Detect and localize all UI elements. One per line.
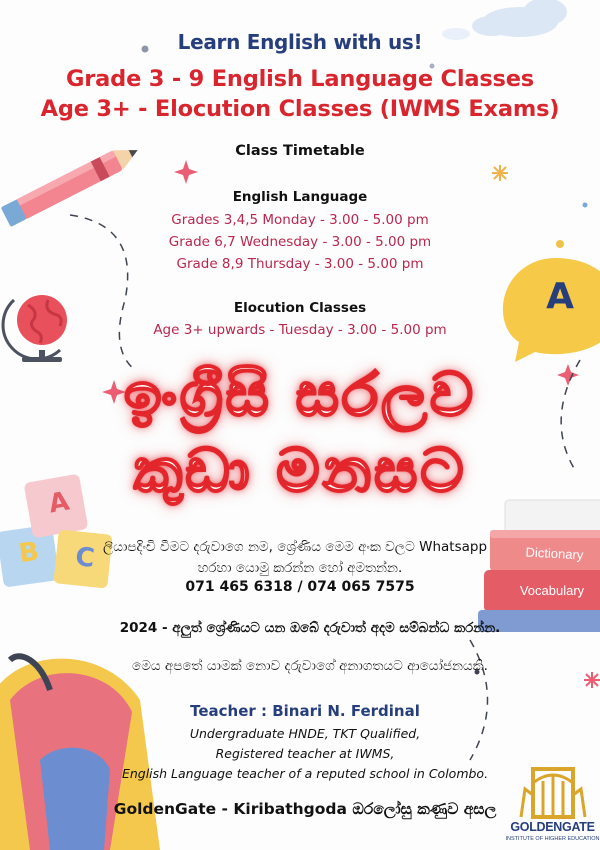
sinhala-headline-line2: කුඩා මනසට — [133, 436, 467, 506]
block-letter-a: A — [46, 486, 72, 520]
speech-bubble-letter: A — [546, 276, 574, 317]
teacher-qualification: Undergraduate HNDE, TKT Qualified, — [189, 726, 421, 741]
timetable-row: Grade 6,7 Wednesday - 3.00 - 5.00 pm — [168, 234, 432, 250]
headline-elocution-classes: Age 3+ - Elocution Classes (IWMS Exams) — [40, 96, 560, 122]
logo-name: GOLDENGATE — [510, 820, 595, 834]
book-label-dictionary: Dictionary — [525, 544, 584, 563]
block-letter-c: C — [73, 542, 97, 574]
elocution-section-title: Elocution Classes — [233, 300, 367, 316]
phone-numbers: 071 465 6318 / 074 065 7575 — [185, 579, 415, 595]
headline-english-classes: Grade 3 - 9 English Language Classes — [66, 66, 534, 92]
timetable-row: Age 3+ upwards - Tuesday - 3.00 - 5.00 pm — [153, 322, 447, 338]
teacher-qualification: Registered teacher at IWMS, — [215, 746, 395, 761]
notice-2024: 2024 - අලුත් ශ්‍රේණියට යන ඔබේ දරුවාත් අදම සම්බන්ධ කරන්න. — [119, 620, 501, 636]
gate-icon — [505, 765, 600, 821]
timetable-row: Grade 8,9 Thursday - 3.00 - 5.00 pm — [176, 256, 424, 272]
footer-location: GoldenGate - Kiribathgoda ඔරලෝසු කණුව අසල — [113, 800, 497, 818]
timetable-title: Class Timetable — [235, 143, 365, 159]
investment-note: මෙය අපතේ යාමක් නොව දරුවාගේ අනාගතයට ආයෝජනයකි. — [132, 658, 488, 674]
sinhala-headline-line1: ඉංග්‍රීසි සරලව — [123, 360, 477, 430]
logo-tagline: INSTITUTE OF HIGHER EDUCATION — [505, 836, 600, 842]
registration-text-line2: හරහා යොමු කරන්න හෝ අමතන්න. — [197, 560, 403, 576]
goldengate-logo — [505, 765, 600, 850]
teacher-qualification: English Language teacher of a reputed school in Colombo. — [121, 766, 489, 781]
tagline: Learn English with us! — [177, 30, 423, 54]
asterisk-icon — [584, 672, 600, 688]
asterisk-icon — [492, 165, 508, 181]
book-label-vocabulary: Vocabulary — [519, 583, 585, 598]
block-letter-b: B — [17, 536, 41, 570]
teacher-name: Teacher : Binari N. Ferdinal — [190, 702, 420, 720]
registration-text-line1: ලියාපදිංචි වීමට දරුවාගෙ නම, ශ්‍රේණිය මෙම අංක වලට Whatsapp — [102, 539, 488, 555]
english-section-title: English Language — [232, 189, 368, 205]
timetable-row: Grades 3,4,5 Monday - 3.00 - 5.00 pm — [171, 212, 429, 228]
